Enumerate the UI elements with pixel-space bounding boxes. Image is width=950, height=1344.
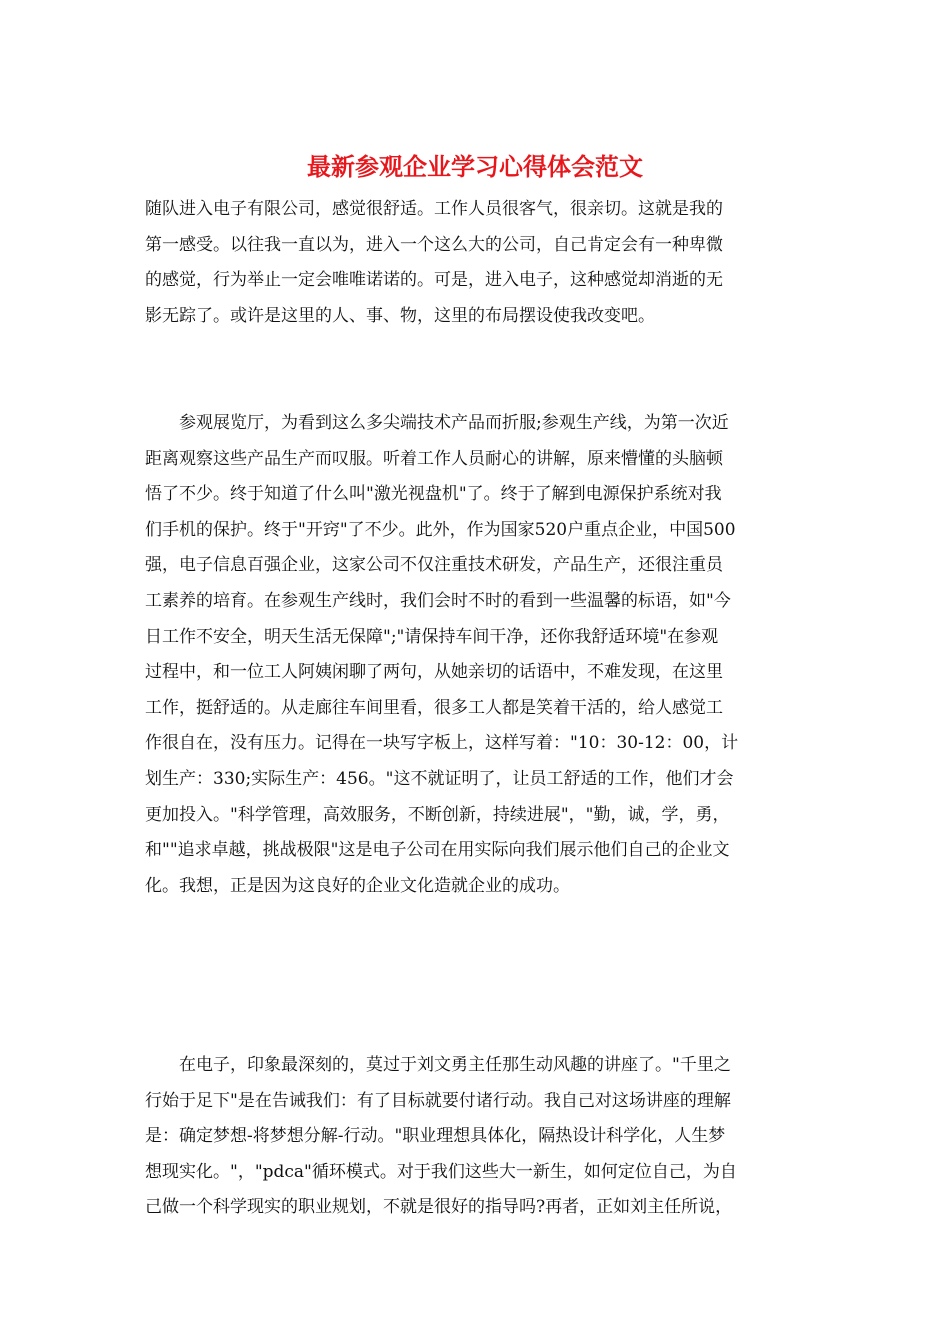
paragraph-line: 的感觉，行为举止一定会唯唯诺诺的。可是，进入电子，这种感觉却消逝的无	[145, 270, 723, 291]
paragraph-line: 和""追求卓越，挑战极限"这是电子公司在用实际向我们展示他们自己的企业文	[145, 840, 730, 861]
paragraph-1	[145, 192, 805, 334]
paragraph-line: 化。我想，正是因为这良好的企业文化造就企业的成功。	[145, 875, 570, 896]
paragraph-line: 己做一个科学现实的职业规划，不就是很好的指导吗?再者，正如刘主任所说，	[145, 1197, 733, 1218]
paragraph-line: 随队进入电子有限公司，感觉很舒适。工作人员很客气，很亲切。这就是我的	[145, 199, 723, 219]
paragraph-line: 在电子，印象最深刻的，莫过于刘文勇主任那生动风趣的讲座了。"千里之	[145, 1055, 731, 1075]
paragraph-2	[145, 406, 805, 904]
paragraph-line: 想现实化。"，"pdca"循环模式。对于我们这些大一新生，如何定位自己，为自	[145, 1161, 737, 1182]
paragraph-line: 过程中，和一位工人阿姨闲聊了两句，从她亲切的话语中，不难发现，在这里	[145, 662, 723, 683]
paragraph-line: 更加投入。"科学管理，高效服务，不断创新，持续进展"，"勤，诚，学，勇，	[145, 804, 730, 825]
paragraph-line: 强，电子信息百强企业，这家公司不仅注重技术研发，产品生产，还很注重员	[145, 555, 723, 576]
paragraph-line: 距离观察这些产品生产而叹服。听着工作人员耐心的讲解，原来懵懂的头脑顿	[145, 448, 723, 469]
document-title: 最新参观企业学习心得体会范文	[307, 152, 643, 181]
paragraph-line: 第一感受。以往我一直以为，进入一个这么大的公司，自己肯定会有一种卑微	[145, 234, 723, 255]
paragraph-3	[145, 1048, 805, 1226]
paragraph-line: 日工作不安全，明天生活无保障";"请保持车间干净，还你我舒适环境"在参观	[145, 626, 719, 647]
paragraph-line: 参观展览厅，为看到这么多尖端技术产品而折服;参观生产线，为第一次近	[145, 413, 729, 433]
paragraph-line: 行始于足下"是在告诫我们：有了目标就要付诸行动。我自己对这场讲座的理解	[145, 1090, 731, 1111]
paragraph-line: 作很自在，没有压力。记得在一块写字板上，这样写着："10：30-12：00，计	[145, 733, 739, 754]
paragraph-line: 悟了不少。终于知道了什么叫"激光视盘机"了。终于了解到电源保护系统对我	[145, 484, 722, 505]
paragraph-line: 是：确定梦想-将梦想分解-行动。"职业理想具体化，隔热设计科学化，人生梦	[145, 1126, 726, 1147]
paragraph-line: 们手机的保护。终于"开窍"了不少。此外，作为国家520户重点企业，中国500	[145, 519, 736, 540]
paragraph-line: 影无踪了。或许是这里的人、事、物，这里的布局摆设使我改变吧。	[145, 305, 655, 326]
paragraph-line: 工素养的培育。在参观生产线时，我们会时不时的看到一些温馨的标语，如"今	[145, 590, 731, 611]
paragraph-line: 工作，挺舒适的。从走廊往车间里看，很多工人都是笑着干活的，给人感觉工	[145, 697, 723, 718]
paragraph-line: 划生产：330;实际生产：456。"这不就证明了，让员工舒适的工作，他们才会	[145, 768, 734, 789]
